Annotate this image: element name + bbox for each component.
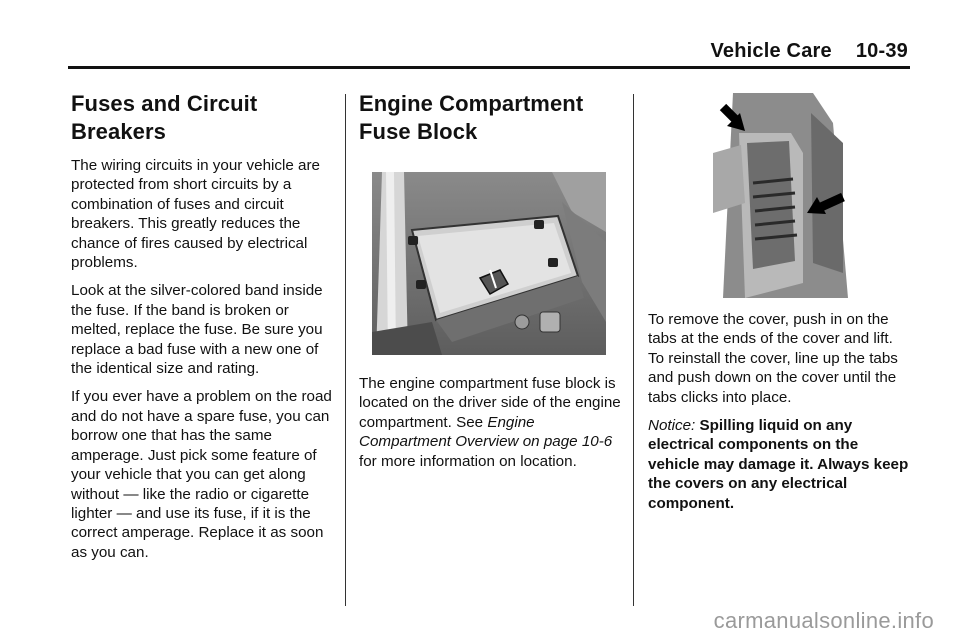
paragraph-silver-band: Look at the silver-colored band inside the fuse. If the band is broken or melted, replace the fuse. Be sure you replace a bad fuse with a new one of the identical size and rating. xyxy=(71,282,323,378)
column-fuses-and-breakers xyxy=(71,90,333,571)
fuse-cover-illustration xyxy=(693,93,848,298)
fuse-cover-tab-photo xyxy=(693,93,848,298)
paragraph-fuse-block-location xyxy=(359,374,621,471)
engine-compartment-overview-link[interactable]: Engine Compartment Overview on page 10-6 xyxy=(359,413,613,451)
notice-paragraph xyxy=(648,416,910,513)
notice-text: Spilling liquid on any electrical components on the vehicle may damage it. Always keep the covers on any electrical component. xyxy=(648,417,909,512)
page-number: 10-39 xyxy=(855,40,908,62)
column-engine-fuse-block-text xyxy=(359,374,621,480)
section-title: Vehicle Care xyxy=(710,40,832,62)
paragraph-spare-fuse: If you ever have a problem on the road and do not have a spare fuse, you can borrow one that has the same amperage. Just pick some feature of your vehicle that you can get along without — like the radio or cigarette lighter — and use its fuse, if it is the correct amperage. Replace it as soon as you can. xyxy=(71,388,332,561)
paragraph-wiring-circuits: The wiring circuits in your vehicle are protected from short circuits by a combination of fuses and circuit breakers. This greatly reduces the chance of fires caused by electrical problems. xyxy=(71,157,320,272)
heading-fuses-and-circuit-breakers: Fuses and Circuit Breakers xyxy=(71,91,258,144)
column-cover-removal xyxy=(648,310,910,522)
fuse-block-photo xyxy=(372,172,606,355)
watermark: carmanualsonline.info xyxy=(713,608,934,633)
page-header xyxy=(0,0,960,68)
column-divider-right xyxy=(633,94,634,606)
location-text-start: The engine compartment fuse block is located on the driver side of the engine compartment. See xyxy=(359,375,621,431)
fuse-block-illustration xyxy=(372,172,606,355)
notice-label: Notice: xyxy=(648,417,696,435)
paragraph-remove-cover: To remove the cover, push in on the tabs at the ends of the cover and lift. To reinstall the cover, line up the tabs and push down on the cover until the tabs clicks into place. xyxy=(648,311,898,406)
running-header xyxy=(710,40,908,63)
column-engine-fuse-block xyxy=(359,90,621,156)
location-text-end: for more information on location. xyxy=(359,452,577,470)
heading-engine-compartment-fuse-block: Engine Compartment Fuse Block xyxy=(359,91,584,144)
column-divider-left xyxy=(345,94,346,606)
header-rule xyxy=(68,66,910,69)
